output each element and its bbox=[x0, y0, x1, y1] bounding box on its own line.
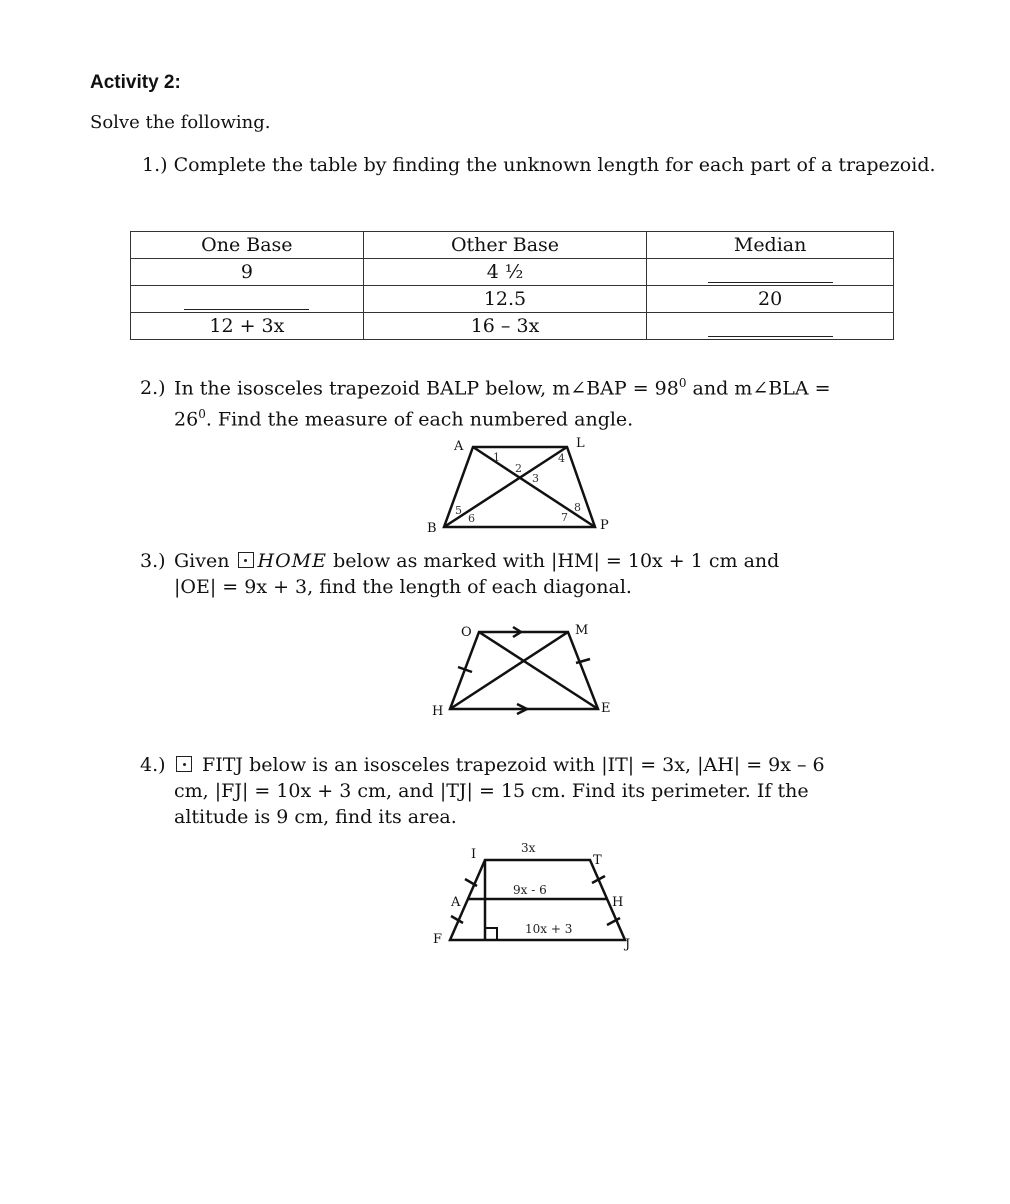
trapezoid-symbol-icon bbox=[238, 552, 254, 568]
svg-text:3x: 3x bbox=[521, 841, 536, 855]
svg-text:10x + 3: 10x + 3 bbox=[525, 922, 573, 936]
svg-text:E: E bbox=[601, 701, 611, 716]
svg-text:T: T bbox=[593, 853, 602, 868]
table-header-row bbox=[131, 232, 894, 259]
table-cell-blank[interactable] bbox=[131, 286, 364, 313]
table-row bbox=[131, 259, 894, 286]
answer-blank[interactable] bbox=[708, 262, 833, 283]
svg-text:3: 3 bbox=[532, 472, 539, 485]
answer-blank[interactable] bbox=[708, 316, 833, 337]
table-cell-blank[interactable] bbox=[647, 313, 894, 340]
svg-text:4: 4 bbox=[558, 452, 565, 465]
question-number: 2.) bbox=[140, 377, 166, 400]
question-number: 3.) bbox=[140, 550, 166, 572]
vertex-label-a: A bbox=[454, 439, 464, 454]
table-header: One Base bbox=[131, 232, 364, 259]
table-header: Median bbox=[647, 232, 894, 259]
trapezoid-symbol-icon bbox=[176, 756, 192, 772]
trapezoid-fitj-figure bbox=[415, 836, 655, 956]
trapezoid-home-figure bbox=[420, 612, 620, 718]
svg-text:2: 2 bbox=[515, 462, 522, 475]
question-1-body: 1.) Complete the table by finding the unknown length for each part of a trapezoid. bbox=[142, 154, 936, 176]
vertex-label-p: P bbox=[600, 518, 609, 533]
question-1-text bbox=[90, 152, 942, 178]
svg-text:M: M bbox=[575, 623, 589, 638]
table-row bbox=[131, 313, 894, 340]
table-cell: 20 bbox=[647, 286, 894, 313]
table-cell: 4 ½ bbox=[363, 259, 647, 286]
svg-text:F: F bbox=[433, 932, 443, 947]
trapezoid-table bbox=[130, 231, 894, 340]
table-header: Other Base bbox=[363, 232, 647, 259]
svg-text:J: J bbox=[625, 937, 631, 952]
trapezoid-balp-figure bbox=[410, 432, 630, 537]
table-cell: 16 – 3x bbox=[363, 313, 647, 340]
table-cell: 12 + 3x bbox=[131, 313, 364, 340]
question-3-text: 3.) Given HOME below as marked with |HM| = 10x + 1 cm and |OE| = 9x + 3, find the length of each diagonal. bbox=[140, 550, 780, 598]
svg-text:I: I bbox=[471, 847, 477, 862]
svg-text:9x - 6: 9x - 6 bbox=[513, 883, 547, 897]
vertex-label-l: L bbox=[576, 436, 585, 451]
answer-blank[interactable] bbox=[184, 289, 309, 310]
vertex-label-b: B bbox=[427, 521, 437, 536]
table-cell: 9 bbox=[131, 259, 364, 286]
svg-text:7: 7 bbox=[561, 511, 568, 524]
question-number: 4.) bbox=[140, 754, 166, 776]
svg-text:1: 1 bbox=[493, 451, 500, 464]
svg-text:A: A bbox=[451, 895, 461, 910]
svg-text:8: 8 bbox=[574, 501, 581, 514]
question-4-text: 4.) FITJ below is an isosceles trapezoid with |IT| = 3x, |AH| = 9x – 6 cm, |FJ| = 10x + 3 cm, and |TJ| = 15 cm. Find its perimeter. If the altitude is 9 cm, find its area. bbox=[140, 754, 825, 828]
svg-text:O: O bbox=[461, 625, 472, 640]
svg-text:6: 6 bbox=[468, 512, 475, 525]
table-cell-blank[interactable] bbox=[647, 259, 894, 286]
activity-heading: Activity 2: bbox=[90, 72, 181, 93]
table-row bbox=[131, 286, 894, 313]
question-2-text: 2.) In the isosceles trapezoid BALP below, m∠BAP = $98^0$ and m∠BLA = $26^0$. Find the measure of each numbered angle. bbox=[140, 376, 831, 431]
table-cell: 12.5 bbox=[363, 286, 647, 313]
svg-text:H: H bbox=[432, 704, 444, 718]
svg-text:H: H bbox=[612, 895, 624, 910]
instruction-text: Solve the following. bbox=[90, 112, 271, 133]
svg-text:5: 5 bbox=[455, 504, 462, 517]
